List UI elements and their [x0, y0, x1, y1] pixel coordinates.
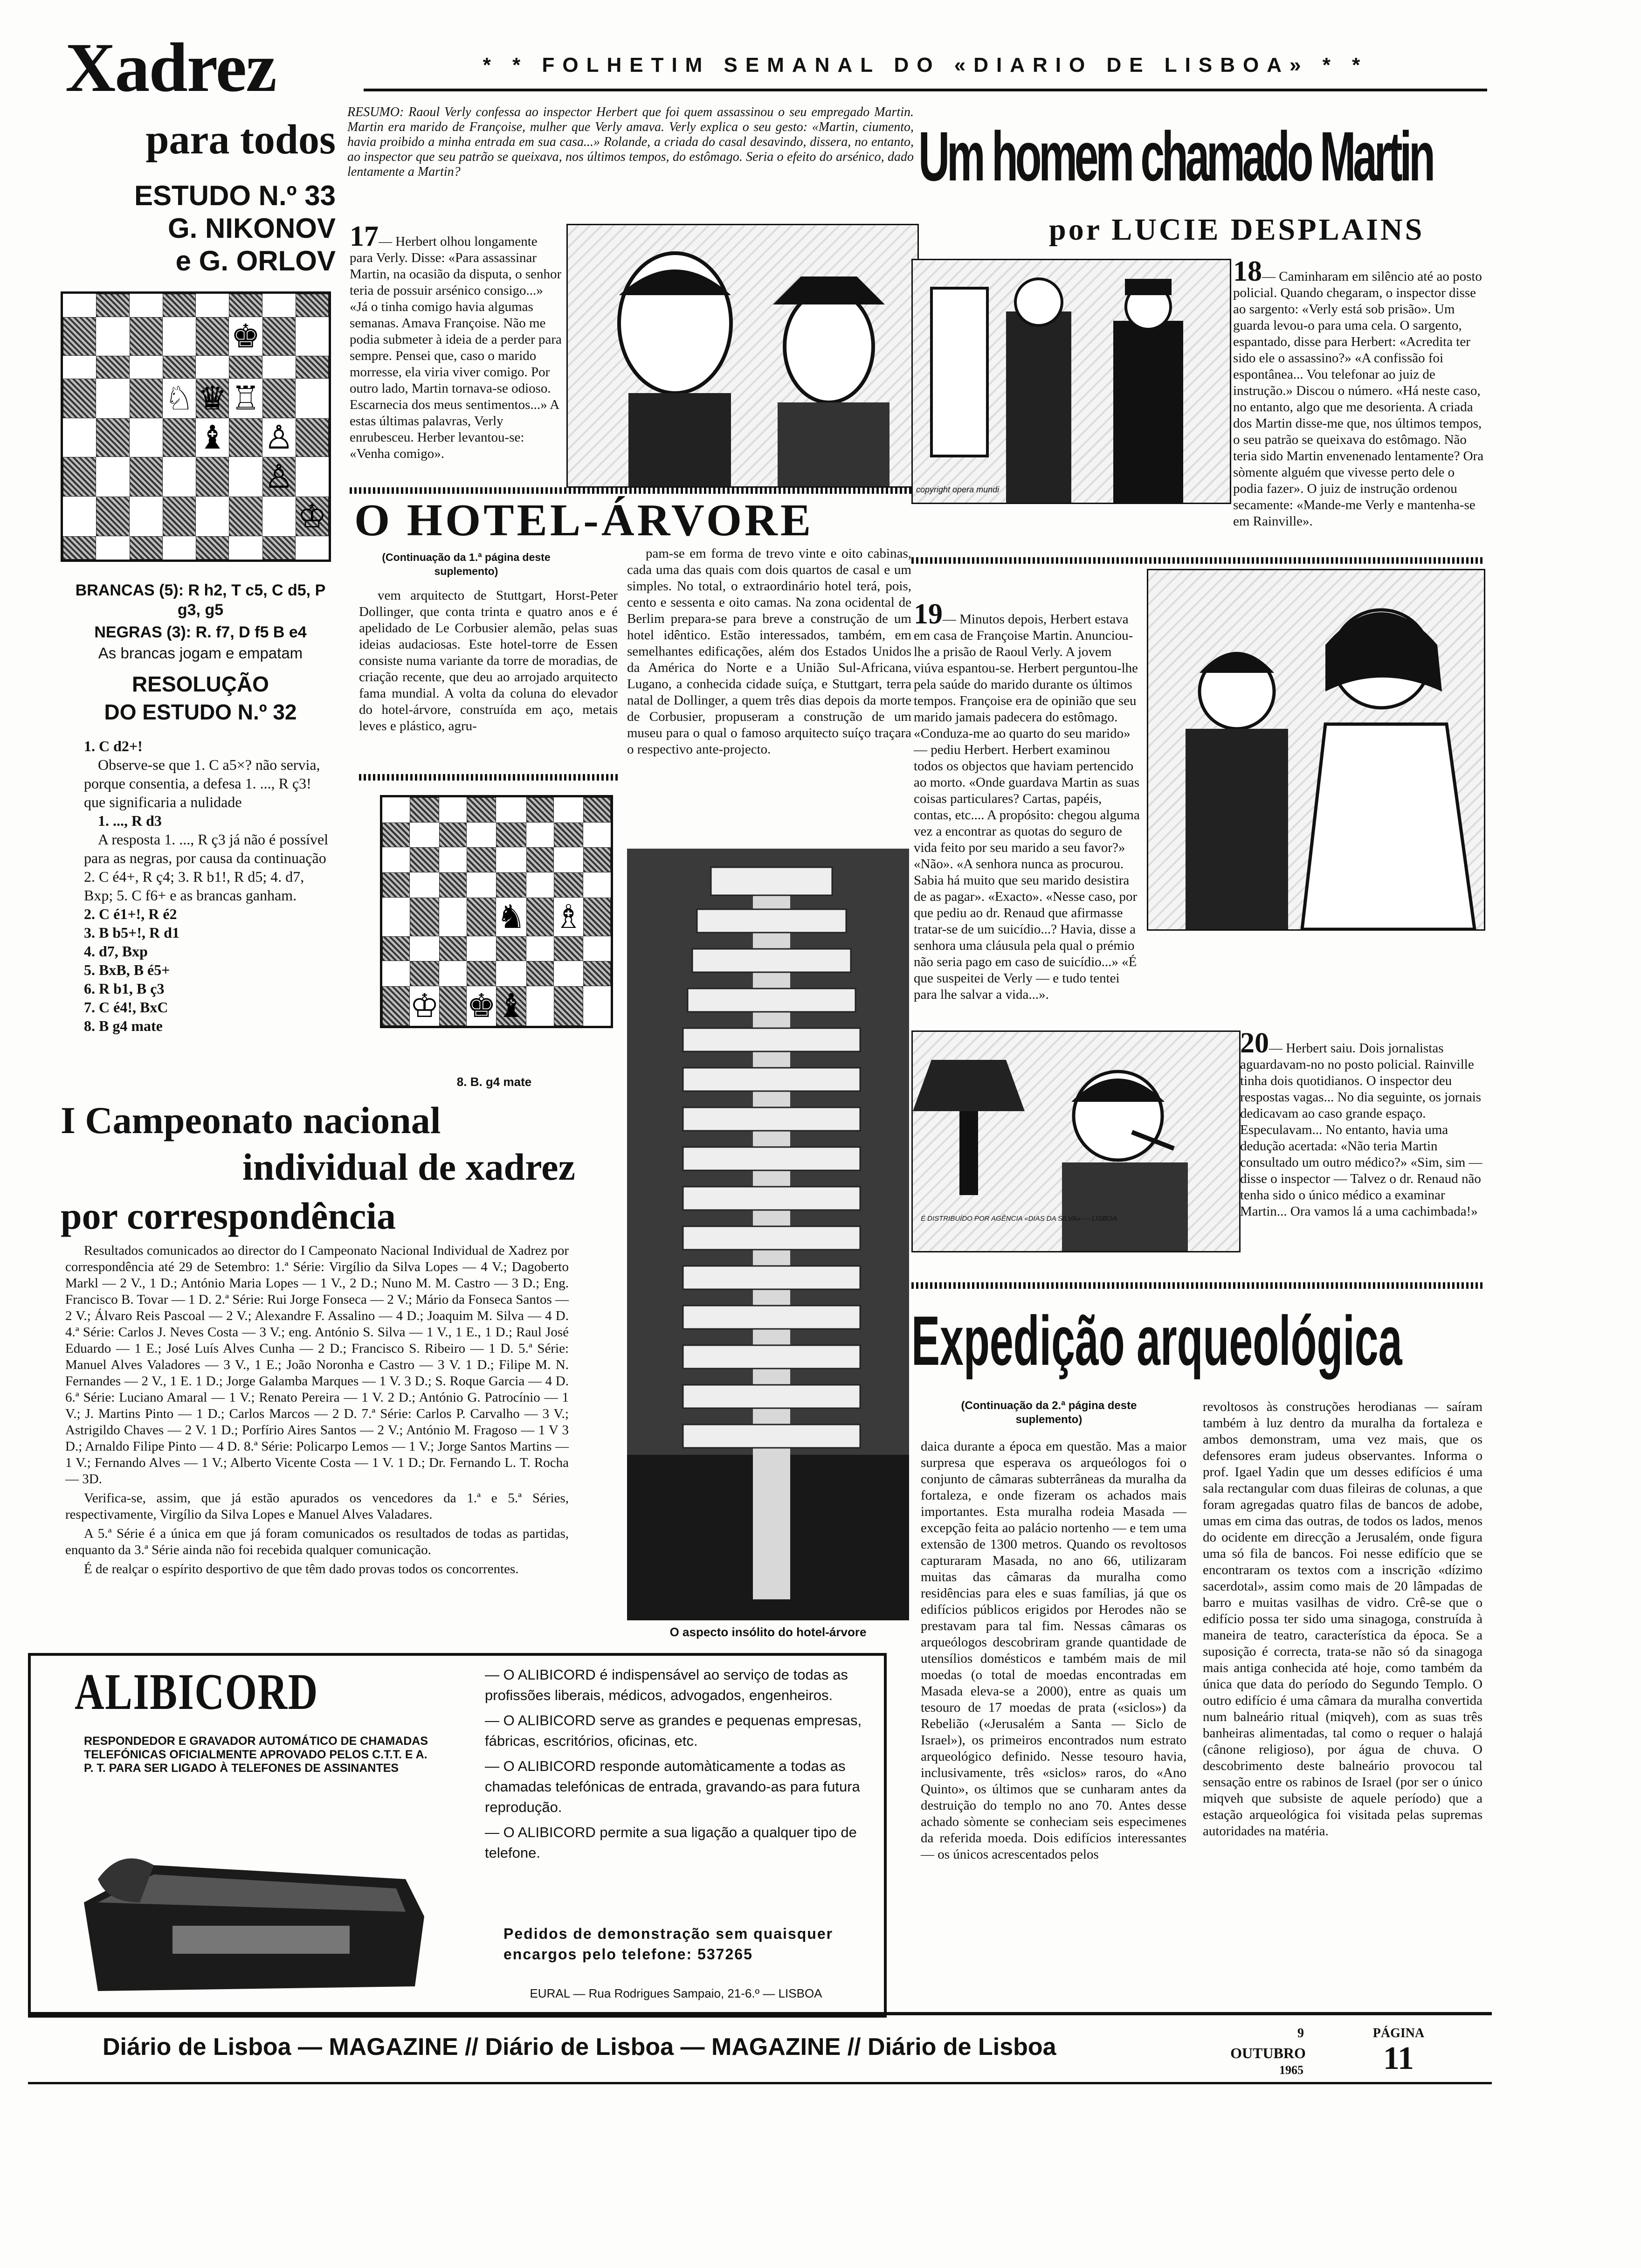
board-square	[439, 872, 467, 898]
board-square	[163, 418, 196, 457]
board-square: ♚	[467, 986, 496, 1026]
board-square	[196, 497, 229, 536]
board-square	[163, 536, 196, 560]
board-square: ♔	[410, 986, 439, 1026]
board-square	[439, 986, 467, 1026]
board-square	[130, 497, 163, 536]
masthead-rule	[364, 89, 1487, 91]
board-square	[130, 356, 163, 379]
episode-17	[350, 221, 562, 462]
board-square	[96, 294, 129, 317]
move-line: Observe-se que 1. C a5×? não servia, porque consentia, a defesa 1. ..., R ç3! que significaria a nulidade	[84, 756, 320, 810]
board-square	[196, 317, 229, 356]
board-square	[439, 961, 467, 986]
expedition-title: Expedição arqueológica	[911, 1301, 1402, 1380]
board-square	[229, 294, 262, 317]
board-square	[296, 457, 329, 497]
board-square	[296, 317, 329, 356]
chess-diagram-study-33	[61, 291, 331, 562]
hotel-text-col2	[627, 546, 911, 761]
board-square	[130, 418, 163, 457]
episode-17-illustration	[566, 224, 919, 488]
board-square: ♖	[229, 379, 262, 418]
board-square	[526, 847, 554, 872]
hotel-tree-photo	[627, 849, 909, 1620]
chess-subtitle: para todos	[145, 117, 336, 163]
study-blacks: NEGRAS (3): R. f7, D f5 B e4	[94, 623, 307, 641]
board-square	[410, 847, 439, 872]
board-square	[554, 847, 583, 872]
board-square	[130, 457, 163, 497]
board-square: ♔	[296, 497, 329, 536]
move-line: 5. BxB, B é5+	[84, 961, 170, 978]
board-square	[496, 823, 526, 848]
move-line: 1. ..., R d3	[98, 812, 162, 829]
ad-tagline: RESPONDEDOR E GRAVADOR AUTOMÁTICO DE CHAMADAS TELEFÓNICAS OFICIALMENTE APROVADO PELOS C.T.T. E A. P. T. PARA SER LIGADO À TELEFONES DE ASSINANTES	[84, 1735, 428, 1775]
board-square	[382, 847, 410, 872]
board-square	[410, 898, 439, 936]
board-square	[439, 936, 467, 961]
board-square	[439, 823, 467, 848]
championship-paragraph: É de realçar o espírito desportivo de que têm dado provas todos os concorrentes.	[84, 1562, 519, 1577]
board-square	[229, 356, 262, 379]
study-note: As brancas jogam e empatam	[98, 644, 303, 662]
episode-text: — Herbert saiu. Dois jornalistas aguardavam-no no posto policial. Rainville tinha dois quotidianos. O inspector deu respostas vagas... No dia seguinte, os jornais dedicavam ao caso grande espaço. Especulavam... No entanto, havia uma dedução acertada: «Não teria Martin consultado um outro médico?» «Sim, sim — disse o inspector — Talvez o dr. Renaud não tenha sido o único médico a examinar Martin... Ora vamos lá a uma cachimbada!»	[1240, 1041, 1482, 1219]
board-square	[526, 872, 554, 898]
episode-19-illustration	[1147, 569, 1485, 931]
board-square	[382, 986, 410, 1026]
board-square: ♝	[496, 986, 526, 1026]
board-square	[467, 936, 496, 961]
board-square	[554, 936, 583, 961]
comic-panel-icon	[913, 260, 1230, 503]
board-square	[296, 294, 329, 317]
board-square	[583, 797, 611, 823]
board-square	[63, 457, 96, 497]
board-square	[583, 847, 611, 872]
episode-number: 18	[1233, 256, 1262, 287]
ad-address: EURAL — Rua Rodrigues Sampaio, 21-6.º — LISBOA	[530, 1986, 822, 2000]
ad-demo-request: Pedidos de demonstração sem quaisquer encargos pelo telefone: 537265	[503, 1925, 834, 1963]
move-line: 4. d7, Bxp	[84, 943, 148, 960]
board-square	[96, 536, 129, 560]
board-square	[262, 317, 296, 356]
board-square	[583, 823, 611, 848]
board-square	[229, 536, 262, 560]
board-square	[262, 294, 296, 317]
move-line: 3. B b5+!, R d1	[84, 924, 179, 941]
board-square	[382, 936, 410, 961]
expedition-paragraph: revoltosos às construções herodianas — saíram também à luz dentro da muralha da fortaleza e ambos demonstram, uma vez mais, que os defensores eram judeus observantes. Informa o prof. Igael Yadin que um desses edifícios é uma sala rectangular com duas fileiras de colunas, a que foram agregadas quatro filas de bancos de adobe, umas em cima das outras, de todos os lados, menos do ocidente em direcção a Jerusalém, onde figura uma só fila de bancos. Foi nesse edifício que se encontraram os textos com a inscrição «dízimo sacerdotal», assim como mais de 20 lâmpadas de barro e muitas vasilhas de vidro. Crê-se que o edifício possa ter sido uma sinagoga, construída à maneira de teatro, característica da época. Se a suposição é correcta, trata-se não só da sinagoga mais antiga conhecida até hoje, como também da única que data do período do Segundo Templo. O outro edifício é uma câmara da muralha convertida num balneário ritual (miqveh), com as suas três banheiras alimentadas, tal como o requer o halajá (cânone religioso), por água de chuva. O descobrimento deste balneário provocou tal sensação entre os rabinos de Israel (por ser o único miqveh que subsiste de aquele período) que a estação arqueológica foi visitada pelas supremas autoridades na matéria.	[1203, 1399, 1482, 1839]
chess-diagram-study-32-final	[380, 795, 613, 1028]
board-square	[496, 797, 526, 823]
board-square	[382, 898, 410, 936]
board-square	[296, 536, 329, 560]
board-square	[296, 418, 329, 457]
board-square	[296, 379, 329, 418]
ad-bullet: — O ALIBICORD permite a sua ligação a qualquer tipo de telefone.	[485, 1824, 857, 1861]
ad-bullet: — O ALIBICORD responde automàticamente a todas as chamadas telefónicas de entrada, gravando-as para futura reprodução.	[485, 1758, 860, 1815]
episode-text: — Caminharam em silêncio até ao posto policial. Quando chegaram, o inspector disse ao sargento: «Verly está sob prisão». Um guarda levou-o para uma cela. O sargento, espantado, disse para Herbert: «Acredita ter sido ele o assassino?» «A confissão foi espontânea... Vou telefonar ao juiz de instrução.» Discou o número. «Há neste caso, no entanto, algo que me desorienta. A criada dos Martin disse-me que, nos últimos tempos, o seu patrão se queixava do estômago. Não teria sido Martin envenenado lentamente? Ora sòmente alguém que vivesse perto dele o podia fazer». O juiz de instrução ordenou secamente: «Mande-me Verly e mantenha-se em Rainville».	[1233, 269, 1484, 529]
championship-results	[65, 1243, 569, 1580]
board-square	[526, 898, 554, 936]
episode-number: 17	[350, 221, 379, 252]
board-square	[496, 961, 526, 986]
board-square	[96, 418, 129, 457]
board-square: ♛	[196, 379, 229, 418]
expedition-continuation: (Continuação da 2.ª página deste suplemento)	[961, 1399, 1137, 1426]
board-square	[96, 317, 129, 356]
board-square: ♝	[196, 418, 229, 457]
board-square	[196, 457, 229, 497]
board-square	[229, 497, 262, 536]
board-square	[526, 936, 554, 961]
telephone-icon	[70, 1846, 434, 2000]
ad-bullet: — O ALIBICORD é indispensável ao serviço de todas as profissões liberais, médicos, advogados, engenheiros.	[485, 1666, 848, 1703]
board-square	[496, 872, 526, 898]
study-author-2: e G. ORLOV	[175, 245, 336, 277]
answering-machine-image	[70, 1846, 434, 2000]
ad-brand: ALIBICORD	[75, 1663, 318, 1720]
expedition-paragraph: daica durante a época em questão. Mas a maior surpresa que esperava os arqueólogos foi o conjunto de câmaras subterrâneas da muralha da fortaleza, e onde fizeram os achados mais importantes. Esta muralha rodeia Masada — excepção feita ao palácio nortenho — e tem uma extensão de 1300 metros. Quando os revoltosos capturaram Masada, no ano 66, utilizaram muitas das câmaras da muralha como residências para eles e suas famílias, já que os edifícios públicos erigidos por Herodes não se prestavam para tal fim. Nessas câmaras os arqueólogos descobriram grande quantidade de utensílios domésticos e também mais de mil moedas (o total de moedas encontradas em Masada eleva-se a 2000), entre as quais um tesouro de 17 moedas de prata («siclos») da Rebelião («Jerusalém a Santa — Siclo de Israel»), os primeiros encontrados num estrato arqueológico definido. Nesse tesouro havia, inclusivamente, três «siclos» raros, do «Ano Quinto», os últimos que se cunharam antes da destruição do templo no ano 70. Antes desse achado sòmente se conheciam seis especimenes da referida moeda. Dois edifícios interessantes — os únicos acrescentados pelos	[921, 1439, 1186, 1862]
board-square	[163, 294, 196, 317]
board-square	[229, 457, 262, 497]
board-square	[410, 936, 439, 961]
footer-page-label: PÁGINA	[1372, 2026, 1425, 2040]
board-square	[526, 986, 554, 1026]
serial-title: Um homem chamado Martin	[918, 117, 1433, 195]
board-square	[163, 317, 196, 356]
move-line: 7. C é4!, BxC	[84, 999, 168, 1016]
serial-byline: por LUCIE DESPLAINS	[1049, 213, 1425, 247]
board-square	[382, 823, 410, 848]
footer-rule-top	[28, 2012, 1492, 2015]
episode-19	[914, 598, 1142, 1003]
hotel-divider	[359, 774, 618, 781]
resolution-title: RESOLUÇÃO	[132, 672, 269, 696]
championship-title-3: por correspondência	[61, 1195, 396, 1237]
championship-title-1: I Campeonato nacional	[61, 1099, 441, 1141]
board-square	[467, 823, 496, 848]
board-square: ♗	[554, 898, 583, 936]
footer-page-number: 11	[1383, 2040, 1414, 2076]
footer-year: 1965	[1279, 2063, 1303, 2077]
footer-day: 9	[1297, 2026, 1304, 2040]
board-square	[439, 898, 467, 936]
board-square	[467, 847, 496, 872]
board-square	[467, 872, 496, 898]
board-square	[410, 961, 439, 986]
board-square	[410, 823, 439, 848]
board-square	[63, 536, 96, 560]
section-title: Xadrez	[65, 29, 276, 106]
board-square	[554, 872, 583, 898]
board-square	[130, 294, 163, 317]
board-square	[196, 536, 229, 560]
episode-20	[1240, 1027, 1482, 1220]
board-square	[496, 936, 526, 961]
hotel-photo-caption: O aspecto insólito do hotel-árvore	[669, 1625, 867, 1639]
board-square	[63, 497, 96, 536]
board-square	[196, 356, 229, 379]
board-square	[583, 986, 611, 1026]
footer-month: OUTUBRO	[1230, 2045, 1306, 2061]
board-square	[63, 294, 96, 317]
episode-18	[1233, 256, 1485, 530]
serial-divider	[350, 487, 916, 494]
board-square	[130, 536, 163, 560]
board-square: ♞	[496, 898, 526, 936]
board-square	[554, 797, 583, 823]
move-line: A resposta 1. ..., R ç3 já não é possível para as negras, por causa da continuação 2. C é4+, R ç4; 3. R b1!, R d5; 4. d7, Bxp; 5. C f6+ e as brancas ganham.	[84, 831, 329, 904]
episode-number: 20	[1240, 1027, 1269, 1059]
hotel-text-col1	[359, 588, 618, 737]
board-square	[262, 356, 296, 379]
serial-divider	[911, 1282, 1485, 1289]
board-square	[554, 961, 583, 986]
board-square	[96, 356, 129, 379]
board-square	[439, 847, 467, 872]
board-square	[526, 823, 554, 848]
board-square	[467, 961, 496, 986]
board-square	[467, 797, 496, 823]
board-square	[583, 898, 611, 936]
board-square	[130, 379, 163, 418]
footer-rule-bottom	[28, 2082, 1492, 2084]
episode-number: 19	[914, 598, 943, 630]
hotel-paragraph: vem arquitecto de Stuttgart, Horst-Peter Dollinger, que conta trinta e quatro anos e é apelidado de Le Corbusier alemão, pelas suas ideias audaciosas. Este hotel-torre de Essen consiste numa variante da torre de moradias, de criação recente, que deu ao arrojado arquitecto fama mundial. A volta da coluna do elevador do hotel-árvore, construída em aço, metais leves e plástico, agru-	[359, 588, 618, 733]
study-title: ESTUDO N.º 33	[134, 180, 336, 211]
board-square	[410, 797, 439, 823]
board-square: ♘	[163, 379, 196, 418]
board-square	[554, 986, 583, 1026]
board-square	[496, 847, 526, 872]
board-square	[439, 797, 467, 823]
board-square	[526, 797, 554, 823]
board-square: ♚	[229, 317, 262, 356]
board-square	[163, 356, 196, 379]
board-square: ♙	[262, 418, 296, 457]
board-square	[296, 356, 329, 379]
serial-divider	[911, 557, 1485, 564]
board-square	[63, 356, 96, 379]
study-author-1: G. NIKONOV	[167, 213, 336, 244]
championship-title-2: individual de xadrez	[242, 1146, 575, 1188]
ad-bullet: — O ALIBICORD serve as grandes e pequenas empresas, fábricas, escritórios, oficinas, etc.	[485, 1712, 862, 1749]
board-square	[382, 961, 410, 986]
board-square	[262, 536, 296, 560]
board-square	[163, 497, 196, 536]
board-square	[382, 872, 410, 898]
comic-panel-icon	[568, 225, 917, 486]
board-square	[583, 961, 611, 986]
board-square	[96, 379, 129, 418]
expedition-col2	[1203, 1399, 1482, 1842]
distribution-credit: É DISTRIBUÍDO POR AGÊNCIA «DIAS DA SILVA» — LISBOA	[921, 1215, 1117, 1223]
footer-running-title: Diário de Lisboa — MAGAZINE // Diário de Lisboa — MAGAZINE // Diário de Lisboa	[103, 2033, 1056, 2061]
board-square	[96, 457, 129, 497]
diagram-caption: 8. B. g4 mate	[456, 1075, 532, 1089]
championship-paragraph: Verifica-se, assim, que já estão apurados os vencedores da 1.ª e 5.ª Séries, respectivamente, Virgílio da Silva Lopes e Manuel Alves Valadares.	[65, 1491, 569, 1522]
board-square	[262, 497, 296, 536]
episode-text: — Minutos depois, Herbert estava em casa de Françoise Martin. Anunciou-lhe a prisão de Raoul Verly. A jovem viúva espantou-se. Herbert perguntou-lhe pela saúde do marido durante os últimos tempos. Françoise era de opinião que seu marido jamais padecera do estômago. «Conduza-me ao quarto do seu marido» — pediu Herbert. Herbert examinou todos os objectos que haviam pertencido ao morto. «Onde guardava Martin as suas coisas particulares? Cartas, papéis, contas, etc.... A propósito: chegou alguma vez a encontrar as quotas do seguro de vida feito por seu marido a seu favor?» «Não». «A senhora nunca as procurou. Sabia há muito que seu marido desistira de as pagar». «Exacto». «Nesse caso, por que pediu ao dr. Renaud que afirmasse tratar-se de um suicídio...? Havia, disse a senhora uma cláusula pela qual o prémio não seria pago em caso de suicídio...» «É que suspeitei de Verly — e tudo tentei para lhe salvar a vida...».	[914, 612, 1140, 1002]
board-square	[382, 797, 410, 823]
expedition-col1	[921, 1438, 1186, 1866]
episode-18-illustration	[911, 259, 1231, 504]
board-square	[196, 294, 229, 317]
board-square	[583, 872, 611, 898]
board-square	[262, 379, 296, 418]
board-square	[163, 457, 196, 497]
board-square	[583, 936, 611, 961]
ad-bullet-list	[485, 1665, 867, 1868]
illustration-credit: copyright opera mundi	[916, 485, 1000, 494]
championship-paragraph: A 5.ª Série é a única em que já foram comunicados os resultados de todas as partidas, enquanto da 3.ª Série ainda não foi recebida qualquer comunicação.	[65, 1526, 569, 1557]
study-whites: BRANCAS (5): R h2, T c5, C d5, P g3, g5	[75, 581, 326, 619]
championship-paragraph: Resultados comunicados ao director do I Campeonato Nacional Individual de Xadrez por correspondência até 29 de Setembro: 1.ª Série: Virgílio da Silva Lopes — 4 V.; Dagoberto Markl — 2 V., 1 D.; António Maria Lopes — 1 V., 2 D.; Nuno M. M. Castro — 3 D.; Eng. Francisco B. Tovar — 1 D. 2.ª Série: Rui Jorge Fonseca — 2 V.; Mário da Fonseca Santos — 2 V.; Álvaro Reis Pascoal — 2 V.; Alexandre F. Assalino — 4 D.; Joaquim M. Silva — 4 D. 4.ª Série: Carlos J. Neves Costa — 3 V.; eng. António S. Silva — 1 V., 1 E., 1 D.; Raul José Eduardo — 1 E.; José Luís Alves Cunha — 2 D.; Francisco S. Ribeiro — 1 D. 5.ª Série: Manuel Alves Valadores — 3 V., 1 E.; João Noronha e Castro — 3 V. 1 D.; Filipe M. N. Fernandes — 2 V., 1 E. 1 D.; Jorge Galamba Marques — 1 V. 3 D.; S. Roque Garcia — 4 D. 6.ª Série: Luciano Amaral — 1 V.; Renato Pereira — 1 V. 2 D.; António G. Patrocínio — 1 V.; J. Martins Pinto — 1 D.; Carlos Marcos — 2 D. 7.ª Série: Carlos P. Carvalho — 3 V.; Astrigildo Chaves — 2 V. 1 D.; Porfírio Aires Santos — 2 V.; António M. Fragoso — 1 V 3 D.; Arnaldo Filipe Pinto — 4 D. 8.ª Série: Policarpo Lemos — 1 V.; Jorge Santos Martins — 1 V.; Fernando Alves — 1 V.; Alberto Vicente Costa — 1 V. 1 D.; Dr. Fernando L. T. Rocha — 3D.	[65, 1243, 569, 1487]
hotel-paragraph: pam-se em forma de trevo vinte e oito cabinas, cada uma das quais com dois quartos de casal e um simples. No total, o extraordinário hotel terá, pois, cento e sessenta e oito camas. Na zona ocidental de Berlim prepara-se para breve a construção de um hotel idêntico. Estão interessados, também, em semelhantes edificações, além dos Estados Unidos da América do Norte e a União Sul-Africana, Lugano, a conhecida cidade suíça, e Stuttgart, terra natal de Dollinger, a quem três dias depois da morte de Corbusier, propuseram a construção de um museu para o qual o famoso arquitecto suíço traçara o respectivo ante-projecto.	[627, 546, 911, 757]
board-square	[63, 379, 96, 418]
episode-text: — Herbert olhou longamente para Verly. Disse: «Para assassinar Martin, na ocasião da disputa, o senhor teria de possuir arsénico consigo...» «Já o tinha comigo havia algumas semanas. Amava Françoise. Não me podia submeter à ideia de a perder para sempre. Pensei que, caso o marido morresse, ela viria viver comigo. Por outro lado, Martin tornava-se odioso. Escarnecia dos meus sentimentos...» A estas últimas palavras, Verly enrubesceu. Herber levantou-se: «Venha comigo».	[350, 234, 562, 461]
board-square	[229, 418, 262, 457]
board-square	[63, 418, 96, 457]
move-line: 1. C d2+!	[84, 738, 143, 754]
board-square	[526, 961, 554, 986]
move-line: 6. R b1, B ç3	[84, 980, 165, 997]
resolution-moves	[84, 737, 336, 1035]
move-line: 2. C é1+!, R é2	[84, 906, 177, 922]
move-line: 8. B g4 mate	[84, 1017, 163, 1034]
resolution-subtitle: DO ESTUDO N.º 32	[104, 700, 297, 724]
board-square	[130, 317, 163, 356]
folhetim-banner: * * FOLHETIM SEMANAL DO «DIARIO DE LISBOA» * *	[483, 54, 1368, 76]
tower-image-icon	[627, 849, 909, 1620]
hotel-title: O HOTEL-ÁRVORE	[354, 495, 814, 546]
board-square	[467, 898, 496, 936]
board-square	[554, 823, 583, 848]
board-square: ♙	[262, 457, 296, 497]
board-square	[63, 317, 96, 356]
hotel-continuation: (Continuação da 1.ª página deste suplemento)	[382, 551, 551, 577]
board-square	[410, 872, 439, 898]
serial-summary: RESUMO: Raoul Verly confessa ao inspector Herbert que foi quem assassinou o seu empregado Martin. Martin era marido de Françoise, mulher que Verly amava. Verly explica o seu gesto: «Martin, ciumento, havia proibido a minha entrada em sua casa...» Rolande, a criada do casal desavindo, dissera, no entanto, ao inspector que seu patrão se queixava, nos últimos tempos, do estômago. Seria o efeito do arsénico, dado lentamente a Martin?	[347, 105, 914, 179]
comic-panel-icon	[1148, 570, 1484, 929]
board-square	[96, 497, 129, 536]
